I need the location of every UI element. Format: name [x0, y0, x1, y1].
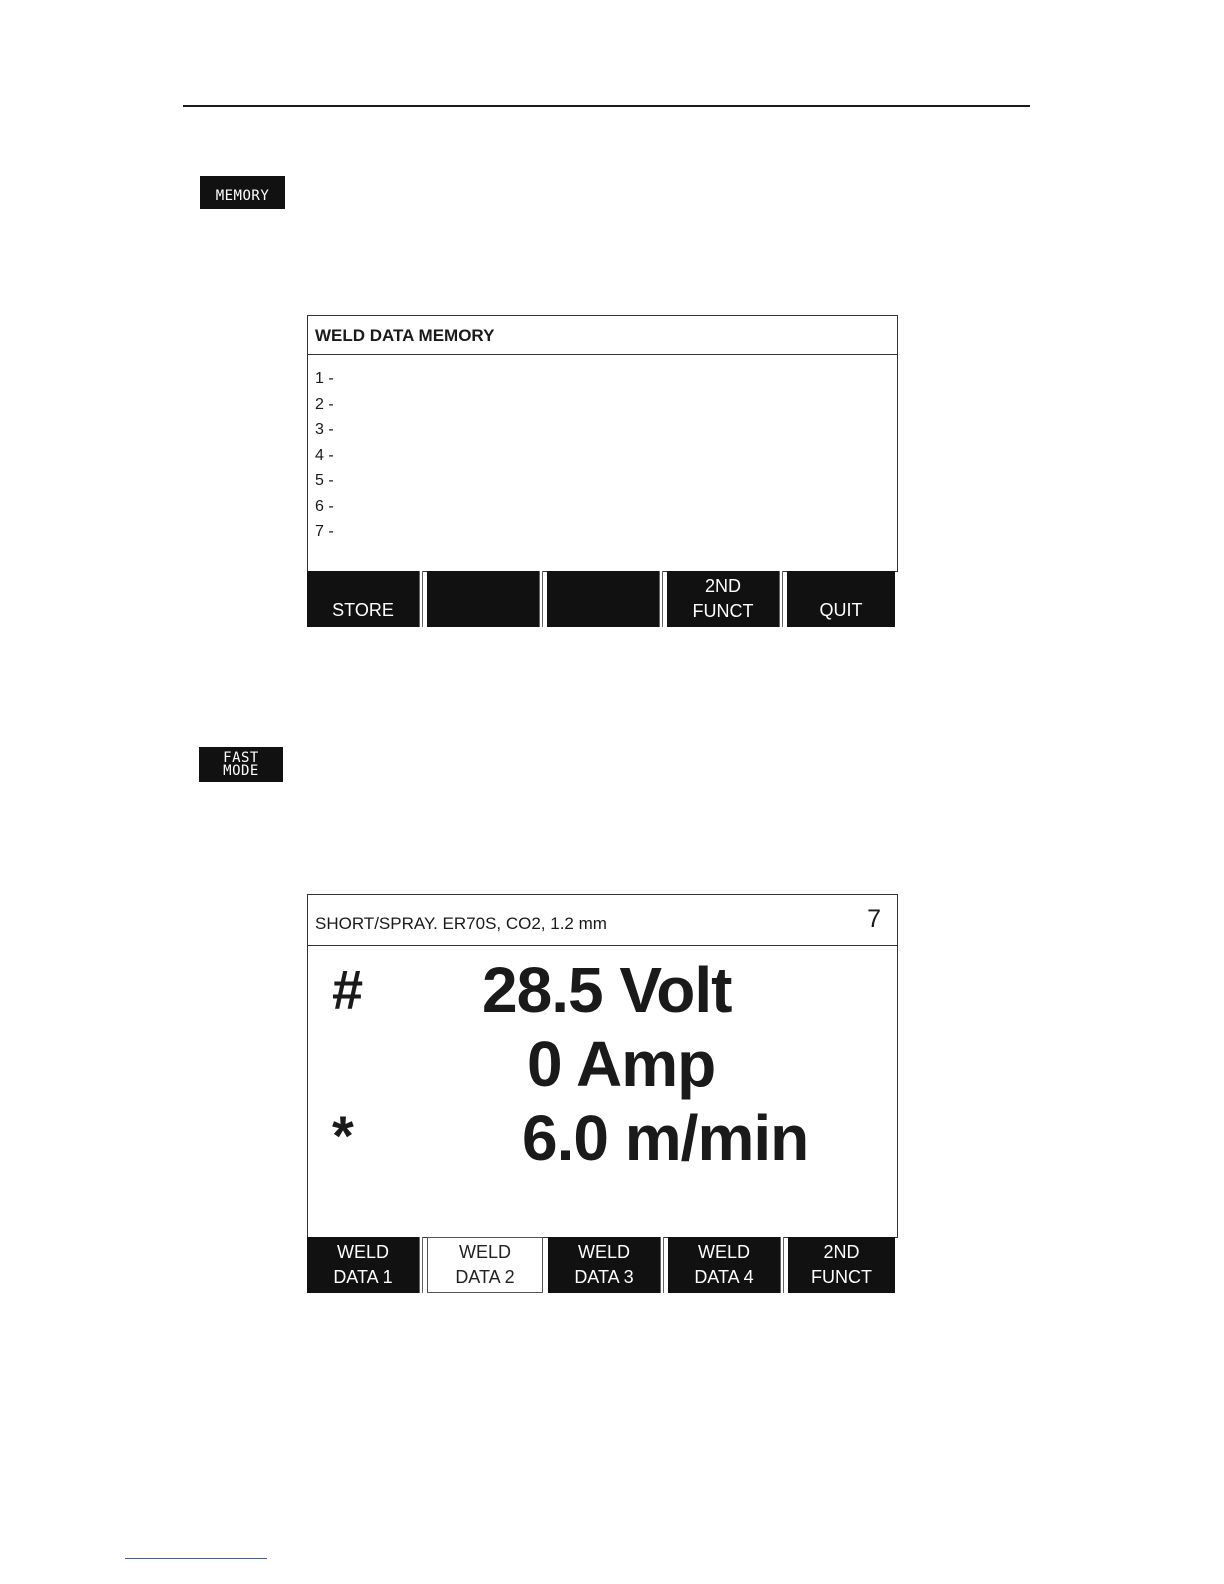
memory-slot[interactable]: 2 -	[315, 395, 334, 413]
softkey-label: QUIT	[819, 600, 863, 620]
header-rule	[183, 105, 1030, 107]
fast-mode-panel	[307, 894, 898, 1238]
panel-divider	[308, 945, 897, 946]
softkey-label-top: WELD	[577, 1242, 630, 1262]
softkey-separator	[659, 571, 663, 627]
memory-softkey-bar	[307, 571, 895, 627]
softkey-separator	[539, 571, 543, 627]
softkey-label-top: 2ND	[823, 1242, 860, 1262]
fast-mode-softkey-bar	[307, 1237, 895, 1293]
blank-softkey-3[interactable]	[547, 571, 659, 627]
voltage-symbol: #	[332, 958, 364, 1021]
wire-speed-symbol: *	[332, 1104, 354, 1167]
weld-data-1-softkey[interactable]	[307, 1237, 419, 1293]
process-header: SHORT/SPRAY. ER70S, CO2, 1.2 mm	[315, 914, 607, 933]
weld-data-4-softkey[interactable]	[668, 1237, 780, 1293]
softkey-separator	[660, 1237, 664, 1293]
softkey-label: STORE	[332, 600, 394, 620]
memory-slot[interactable]: 7 -	[315, 523, 334, 540]
softkey-label: DATA 1	[333, 1267, 393, 1287]
softkey-separator	[419, 1237, 423, 1293]
blank-softkey-2[interactable]	[427, 571, 539, 627]
wire-speed-value: 6.0 m/min	[522, 1102, 809, 1174]
second-function-softkey[interactable]	[788, 1237, 895, 1293]
weld-data-memory-panel	[307, 315, 898, 572]
memory-list	[315, 366, 334, 545]
weld-data-3-softkey[interactable]	[548, 1237, 660, 1293]
panel-divider	[308, 354, 897, 355]
memory-slot[interactable]: 1 -	[315, 370, 334, 387]
second-function-softkey[interactable]	[667, 571, 779, 627]
store-softkey[interactable]	[307, 571, 419, 627]
softkey-separator	[780, 1237, 784, 1293]
softkey-label: DATA 2	[455, 1267, 515, 1287]
memory-slot[interactable]: 3 -	[315, 421, 334, 438]
memory-slot[interactable]: 5 -	[315, 472, 334, 489]
memory-slot[interactable]: 4 -	[315, 446, 334, 464]
softkey-label-top: WELD	[458, 1242, 511, 1262]
softkey-label: FUNCT	[692, 601, 754, 621]
memory-key-label: MEMORY	[215, 188, 270, 204]
softkey-separator	[419, 571, 423, 627]
weld-data-2-softkey[interactable]	[427, 1237, 543, 1293]
softkey-label-top: WELD	[336, 1242, 389, 1262]
fast-mode-key-label-1: FAST	[223, 749, 259, 766]
panel-title: WELD DATA MEMORY	[315, 326, 495, 345]
softkey-label: DATA 4	[694, 1267, 754, 1287]
softkey-label: DATA 3	[574, 1267, 634, 1287]
quit-softkey[interactable]	[787, 571, 895, 627]
memory-key[interactable]	[200, 176, 285, 209]
footnote-rule	[125, 1558, 267, 1559]
softkey-label: FUNCT	[811, 1267, 872, 1287]
softkey-label-top: 2ND	[704, 576, 741, 596]
memory-slot[interactable]: 6 -	[315, 497, 334, 515]
voltage-value: 28.5 Volt	[482, 954, 732, 1026]
softkey-label-top: WELD	[697, 1242, 750, 1262]
current-value: 0 Amp	[527, 1028, 716, 1100]
fast-mode-key-label-2: MODE	[223, 762, 259, 779]
channel-number: 7	[867, 905, 881, 933]
fast-mode-key[interactable]	[199, 747, 283, 782]
softkey-separator	[779, 571, 783, 627]
